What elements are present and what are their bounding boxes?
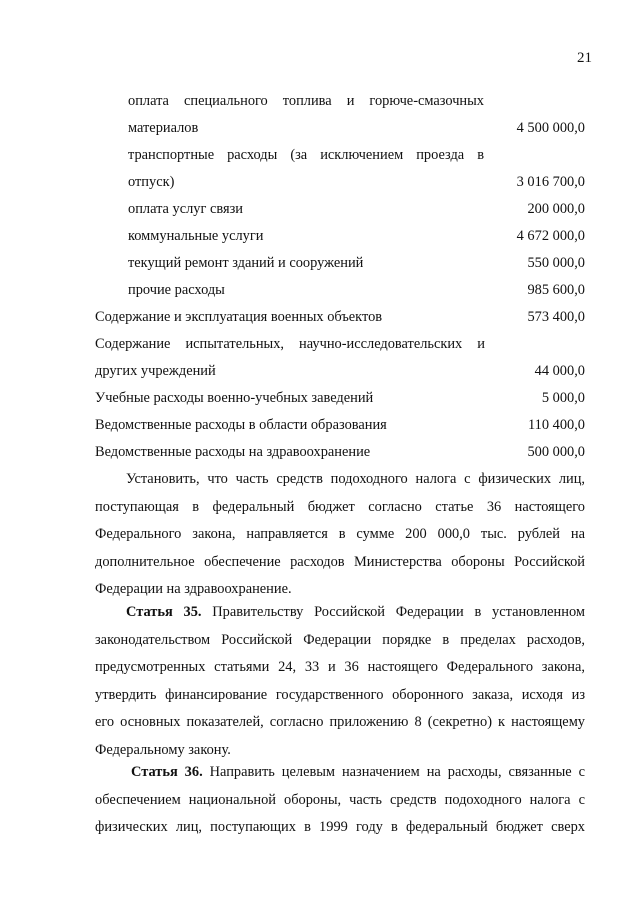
article-line: физических лиц, поступающих в 1999 году в федеральный бюджет сверх [95,819,585,835]
row-amount: 500 000,0 [527,444,585,460]
article-line: законодательством Российской Федерации порядке в пределах расходов, [95,631,585,648]
row-label: Учебные расходы военно-учебных заведений [95,390,374,406]
article-line: предусмотренных статьями 24, 33 и 36 настоящего Федерального закона, [95,659,585,675]
paragraph-line: Федерации на здравоохранение. [95,581,292,597]
row-label: текущий ремонт зданий и сооружений [128,255,364,271]
row-label: Содержание испытательных, научно-исследовательских и [95,336,485,352]
row-label: Ведомственные расходы на здравоохранение [95,444,371,460]
paragraph-line: Федерального закона, направляется в сумме 200 000,0 тыс. рублей на [95,526,585,542]
article-35 [95,603,585,768]
article-first-line [95,763,585,791]
row-amount: 550 000,0 [527,255,585,271]
row-label: Содержание и эксплуатация военных объектов [95,309,383,325]
article-first-line [95,603,585,631]
article-36 [95,763,585,846]
article-text: Правительству Российской Федерации в установленном [212,604,585,620]
paragraph-line: Установить, что часть средств подоходного налога с физических лиц, [126,471,585,487]
article-line: обеспечением национальной обороны, часть средств подоходного налога с [95,791,585,808]
article-line: Федеральному закону. [95,741,231,758]
paragraph-line: дополнительное обеспечение расходов Министерства обороны Российской [95,553,585,570]
article-text: Направить целевым назначением на расходы, связанные с [209,764,585,780]
paragraph-income-tax [95,470,585,608]
paragraph-line: поступающая в федеральный бюджет согласно статье 36 настоящего [95,498,585,515]
row-amount: 4 500 000,0 [516,120,585,136]
row-amount: 110 400,0 [527,417,585,433]
row-amount: 985 600,0 [527,282,585,298]
row-label: отпуск) [128,174,175,190]
article-line: утвердить финансирование государственного оборонного заказа, исходя из [95,686,585,703]
row-label: коммунальные услуги [128,228,264,244]
row-label: Ведомственные расходы в области образования [95,417,387,433]
row-amount: 5 000,0 [541,390,585,406]
row-label: других учреждений [95,363,216,379]
article-heading: Статья 36. [131,764,203,780]
row-label: прочие расходы [128,282,225,298]
row-label: транспортные расходы (за исключением проезда в [128,147,484,163]
row-label: оплата услуг связи [128,201,243,217]
article-heading: Статья 35. [126,604,202,620]
row-label: материалов [128,120,199,136]
article-line: его основных показателей, согласно приложению 8 (секретно) к настоящему [95,714,585,730]
row-label: оплата специального топлива и горюче-смазочных [128,93,484,109]
row-amount: 4 672 000,0 [516,228,585,244]
row-amount: 573 400,0 [527,309,585,325]
page-number: 21 [577,50,592,66]
row-amount: 3 016 700,0 [516,174,585,190]
row-amount: 200 000,0 [527,201,585,217]
row-amount: 44 000,0 [534,363,585,379]
